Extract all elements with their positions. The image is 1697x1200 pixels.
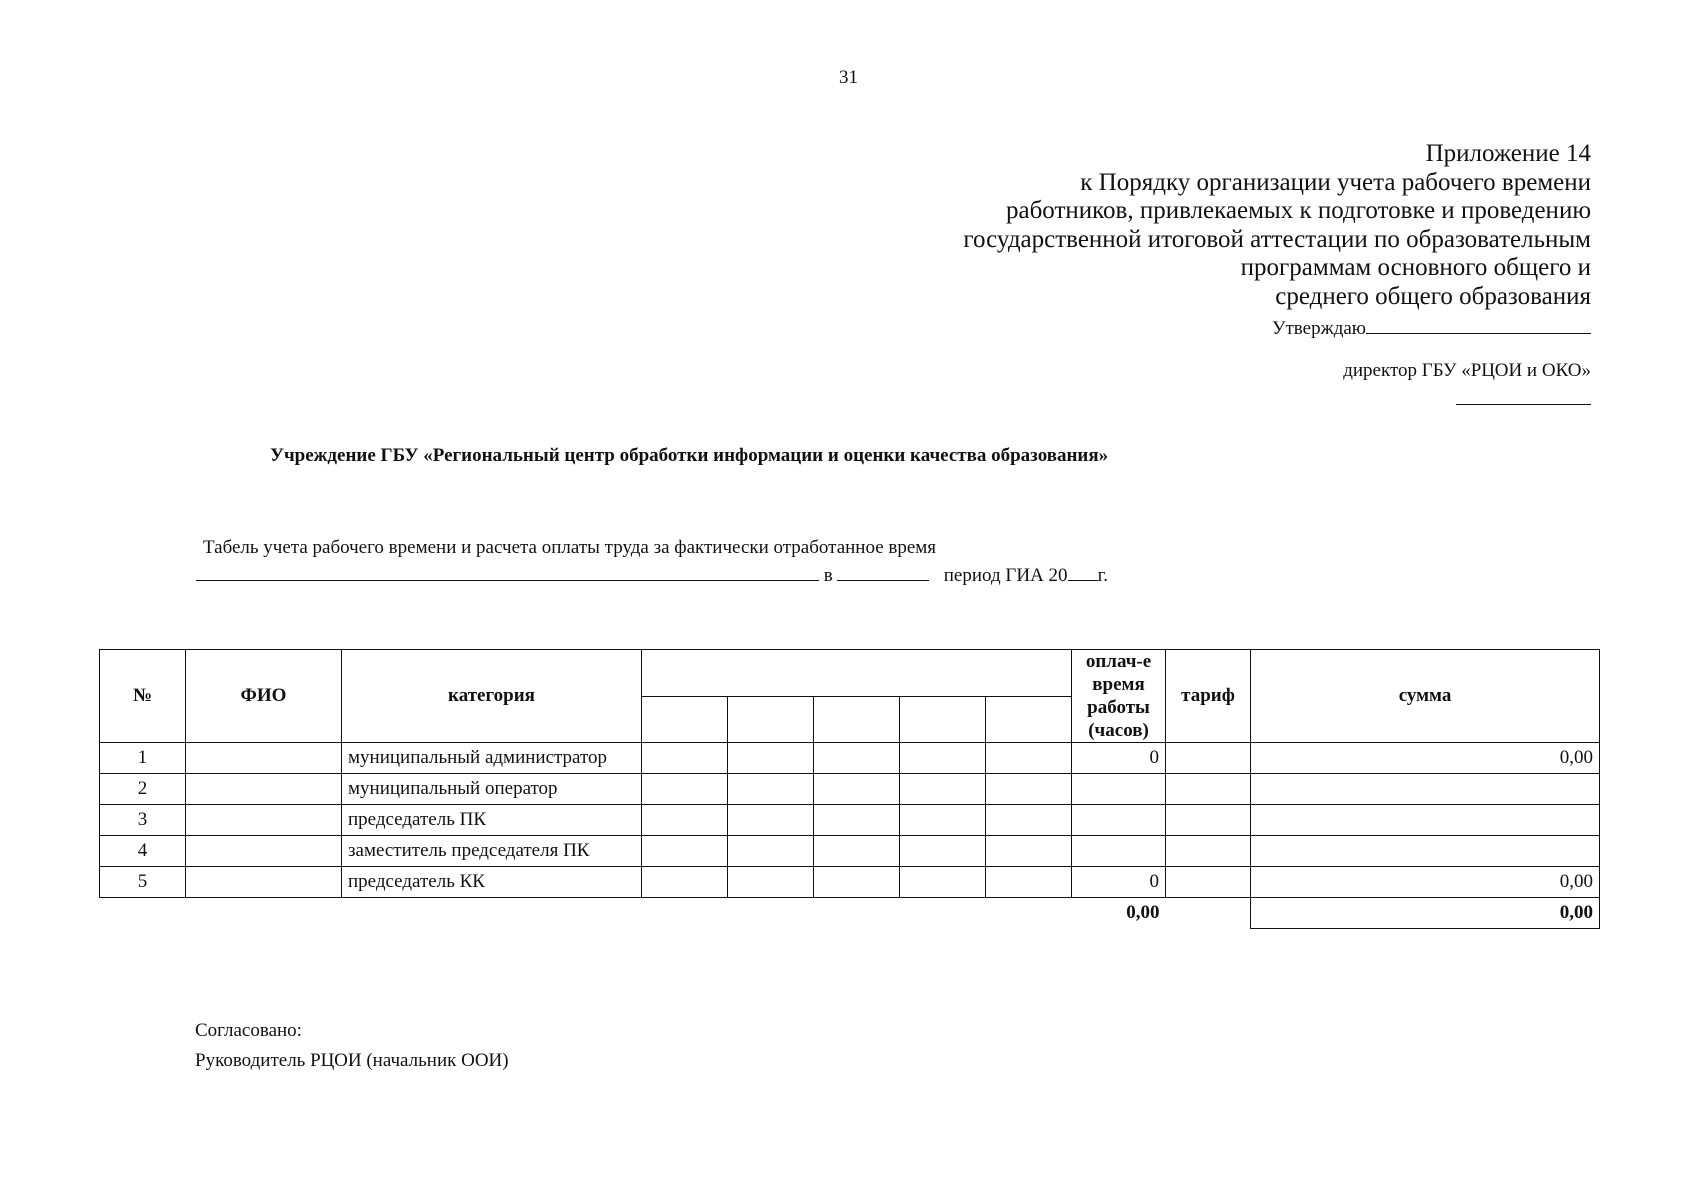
tabel-year-blank (1068, 562, 1098, 581)
appendix-line: к Порядку организации учета рабочего времени (1080, 168, 1591, 196)
director-title: директор ГБУ «РЦОИ и ОКО» (1343, 360, 1591, 381)
total-hours: 0,00 (1126, 902, 1160, 924)
header-day-cell (986, 696, 1072, 743)
table-row: 3 председатель ПК (100, 805, 1600, 836)
table-row: 2 муниципальный оператор (100, 774, 1600, 805)
tabel-period-line (196, 562, 1108, 587)
director-date-blank (1456, 404, 1591, 405)
table-row: 4 заместитель председателя ПК (100, 836, 1600, 867)
header-day-cell (814, 696, 900, 743)
header-paid-time: оплач-е время работы (часов) (1072, 650, 1166, 743)
header-sum: сумма (1251, 650, 1600, 743)
tabel-title: Табель учета рабочего времени и расчета оплаты труда за фактически отработанное время (203, 537, 937, 558)
header-days-group (642, 650, 1072, 697)
appendix-title: Приложение 14 (1425, 140, 1591, 167)
appendix-line: среднего общего образования (1275, 282, 1591, 310)
institution-name: Учреждение ГБУ «Региональный центр обработки информации и оценки качества образования» (270, 445, 1109, 466)
header-tariff: тариф (1166, 650, 1251, 743)
header-day-cell (728, 696, 814, 743)
tabel-in-label: в (823, 565, 833, 586)
table-header-row (100, 650, 1600, 697)
timesheet-table (99, 649, 1600, 929)
tabel-period-label: период ГИА 20 (943, 565, 1068, 586)
appendix-header (963, 140, 1591, 311)
header-category: категория (342, 650, 642, 743)
approval-line (1272, 315, 1591, 340)
header-fio: ФИО (186, 650, 342, 743)
total-sum: 0,00 (1251, 898, 1600, 929)
approval-signature-blank (1366, 315, 1591, 334)
header-day-cell (900, 696, 986, 743)
table-row: 5 председатель КК 0 0,00 (100, 867, 1600, 898)
header-num: № (100, 650, 186, 743)
page-number: 31 (839, 67, 858, 88)
head-signature-label: Руководитель РЦОИ (начальник ООИ) (195, 1050, 509, 1071)
approval-label: Утверждаю (1272, 318, 1366, 339)
totals-row (100, 898, 1600, 929)
tabel-name-blank (196, 562, 819, 581)
appendix-line: программам основного общего и (1240, 254, 1591, 281)
header-day-cell (642, 696, 728, 743)
agreed-label: Согласовано: (195, 1020, 302, 1041)
appendix-line: государственной итоговой аттестации по образовательным (963, 225, 1591, 253)
tabel-month-blank (837, 562, 929, 581)
table-row: 1 муниципальный администратор 0 0,00 (100, 743, 1600, 774)
tabel-year-suffix: г. (1097, 565, 1108, 586)
appendix-line: работников, привлекаемых к подготовке и проведению (1005, 197, 1591, 224)
